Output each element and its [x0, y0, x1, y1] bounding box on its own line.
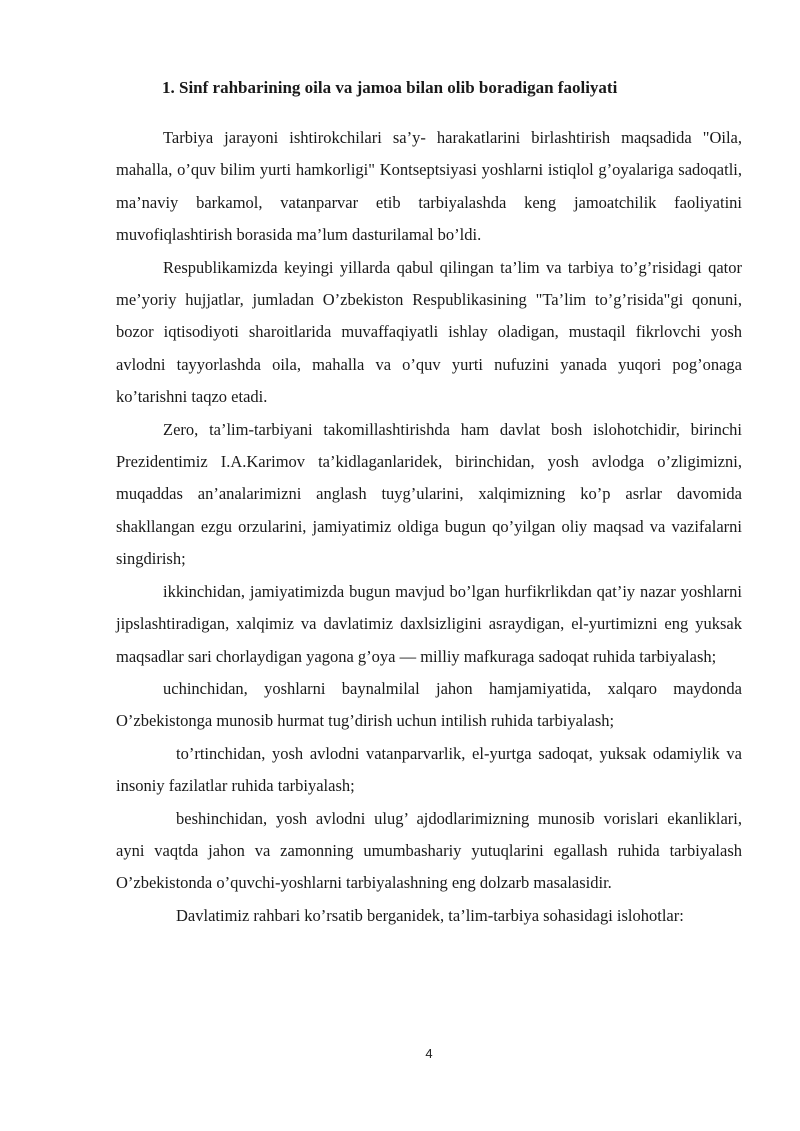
paragraph-4: ikkinchidan, jamiyatimizda bugun mavjud bo’lgan hurfikrlikdan qat’iy nazar yoshlarni jipslashtiradigan, xalqimiz va davlatimiz daxlsizligini asraydigan, el-yurtimizni eng yuksak maqsadlar sari chorlaydigan yagona g’oya — milliy mafkuraga sadoqat ruhida tarbiyalash;: [116, 581, 742, 666]
page-number: 4: [425, 1046, 433, 1061]
paragraph-2: Respublikamizda keyingi yillarda qabul qilingan ta’lim va tarbiya to’g’risidagi qator me’yoriy hujjatlar, jumladan O’zbekiston Respublikasining "Ta’lim to’g’risida"gi qonuni, bozor iqtisodiyoti sharoitlarida muvaffaqiyatli ishlay oladigan, mustaqil fikrlovchi yosh avlodni tayyorlashda oila, mahalla va o’quv yurti nufuzini yanada yuqori pog’onaga ko’tarishni taqzo etadi.: [116, 257, 742, 407]
paragraph-5: uchinchidan, yoshlarni baynalmilal jahon hamjamiyatida, xalqaro maydonda O’zbekistonga munosib hurmat tug’dirish uchun intilish ruhida tarbiyalash;: [116, 678, 742, 731]
document-body: [116, 122, 742, 932]
paragraph-1: Tarbiya jarayoni ishtirokchilari sa’y- harakatlarini birlashtirish maqsadida "Oila, mahalla, o’quv bilim yurti hamkorligi" Kontseptsiyasi yoshlarni istiqlol g’oyalariga sadoqatli, ma’naviy barkamol, vatanparvar etib tarbiyalashda keng jamoatchilik faoliyatini muvofiqlashtirish borasida ma’lum dasturilamal bo’ldi.: [116, 128, 742, 245]
section-heading: 1. Sinf rahbarining oila va jamoa bilan olib boradigan faoliyati: [162, 78, 618, 97]
paragraph-7: beshinchidan, yosh avlodni ulug’ ajdodlarimizning munosib vorislari ekanliklari, ayni vaqtda jahon va zamonning umumbashariy yutuqlarini egallash ruhida tarbiyalash O’zbekistonda o’quvchi-yoshlarni tarbiyalashning eng dolzarb masalasidir.: [116, 808, 742, 893]
paragraph-3: Zero, ta’lim-tarbiyani takomillashtirishda ham davlat bosh islohotchidir, birinchi Prezidentimiz I.A.Karimov ta’kidlaganlaridek, birinchidan, yosh avlodga o’zligimizni, muqaddas an’analarimizni anglash tuyg’ularini, xalqimizning ko’p asrlar davomida shakllangan ezgu orzularini, jamiyatimiz oldiga bugun qo’yilgan oliy maqsad va vazifalarni singdirish;: [116, 419, 742, 569]
paragraph-6: to’rtinchidan, yosh avlodni vatanparvarlik, el-yurtga sadoqat, yuksak odamiylik va insoniy fazilatlar ruhida tarbiyalash;: [116, 743, 742, 796]
paragraph-8: Davlatimiz rahbari ko’rsatib berganidek, ta’lim-tarbiya sohasidagi islohotlar:: [176, 905, 684, 925]
